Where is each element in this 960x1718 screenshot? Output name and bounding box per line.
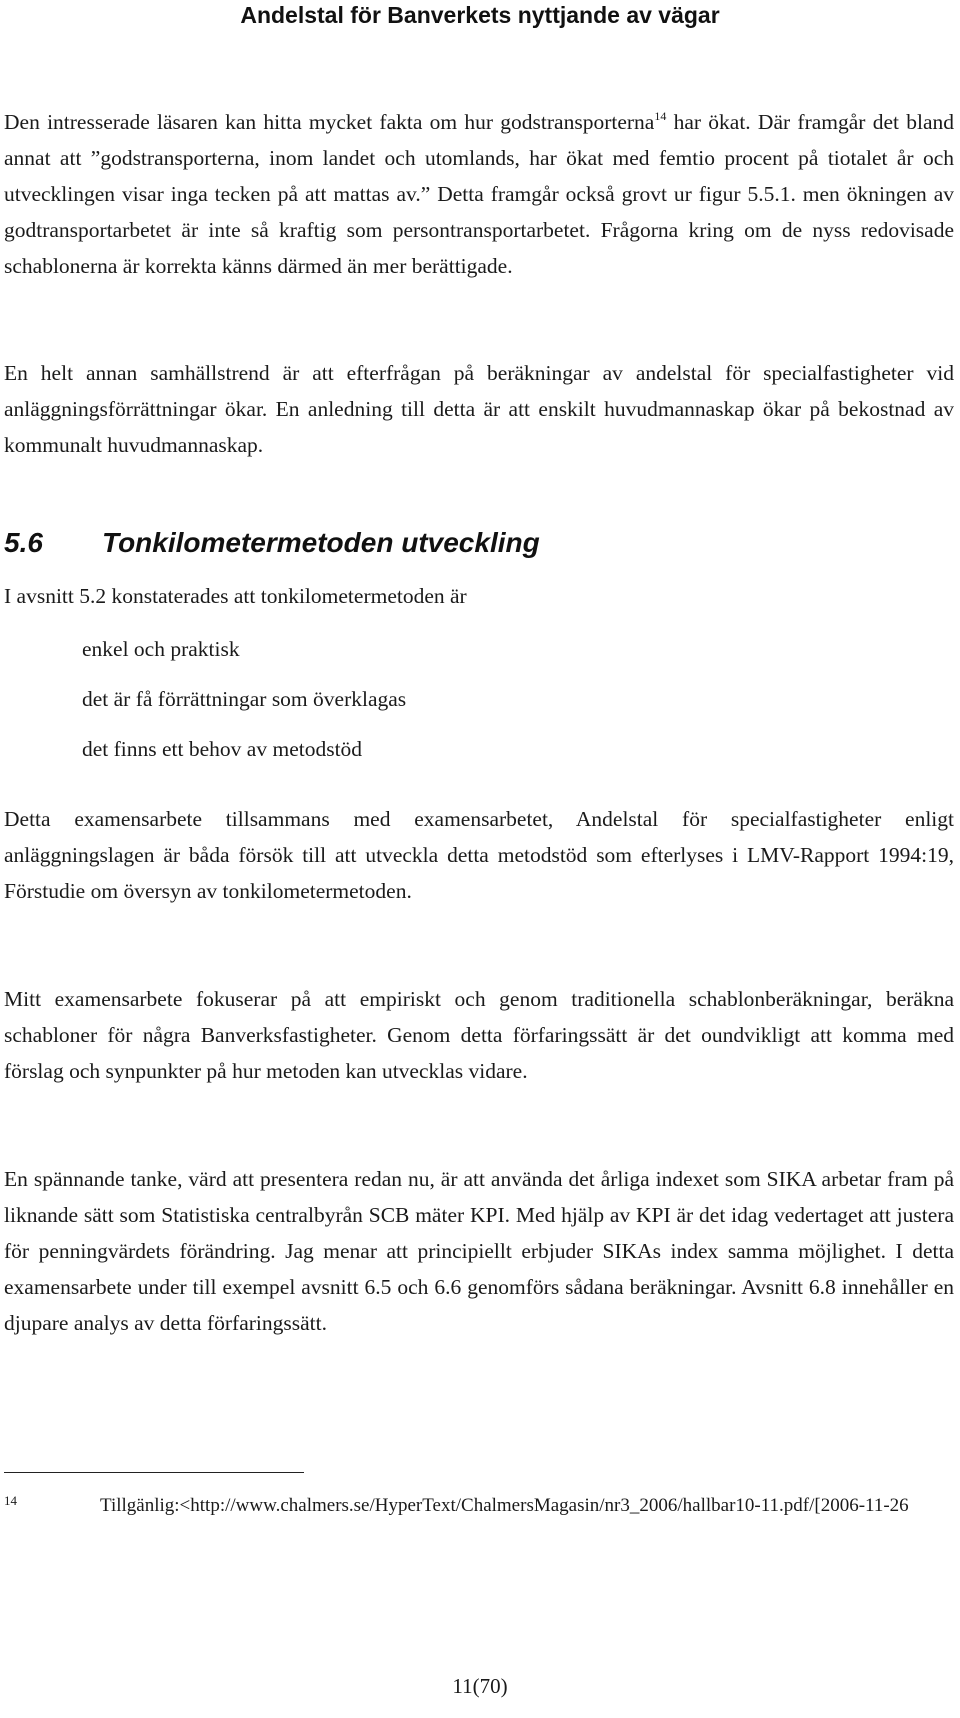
footnote [4,1488,954,1519]
page-number: 11(70) [452,1674,508,1698]
paragraph-freight-growth [4,104,954,284]
running-header: Andelstal för Banverkets nyttjande av vägar [240,2,720,28]
footnote-divider [4,1472,304,1473]
footnote-text[interactable]: Tillgänlig:<http://www.chalmers.se/HyperText/ChalmersMagasin/nr3_2006/hallbar10-11.pdf/[2006-11-26 [100,1495,909,1516]
paragraph-text: Den intresserade läsaren kan hitta mycket fakta om hur godstransporterna [4,110,655,134]
list-item: enkel och praktisk [82,637,240,661]
paragraph-thesis-focus: Mitt examensarbete fokuserar på att empiriskt och genom traditionella schablonberäkningar, beräkna schabloner för några Banverksfastigheter. Genom detta förfaringssätt är det oundvikligt att komma med förslag och synpunkter på hur metoden kan utvecklas vidare. [4,987,954,1083]
paragraph-text: har ökat. Där framgår det bland annat att ”godstransporterna, inom landet och utomlands, har ökat med femtio procent på tiotalet år och utvecklingen visar inga tecken på att mattas av.” Detta framgår också grovt ur figur 5.5.1. men ökningen av godtransportarbetet är inte så kraftig som persontransportarbetet. Frågorna kring om de nyss redovisade schablonerna är korrekta känns därmed än mer berättigade. [4,110,954,278]
paragraph-societal-trend: En helt annan samhällstrend är att efterfrågan på beräkningar av andelstal för specialfastigheter vid anläggningsförrättningar ökar. En anledning till detta är att enskilt huvudmannaskap ökar på bekostnad av kommunalt huvudmannaskap. [4,361,954,457]
section-heading [4,527,540,559]
section-number: 5.6 [4,527,43,558]
section-title: Tonkilometermetoden utveckling [102,527,540,558]
footnote-reference[interactable]: 14 [654,109,667,123]
list-item: det finns ett behov av metodstöd [82,737,363,761]
paragraph-sika-index: En spännande tanke, värd att presentera redan nu, är att använda det årliga indexet som SIKA arbetar fram på liknande sätt som Statistiska centralbyrån SCB mäter KPI. Med hjälp av KPI är det idag vedertaget att justera för penningvärdets förändring. Jag menar att principiellt erbjuder SIKAs index samma möjlighet. I detta examensarbete under till exempel avsnitt 6.5 och 6.6 genomförs sådana beräkningar. Avsnitt 6.8 innehåller en djupare analys av detta förfaringssätt. [4,1167,954,1335]
paragraph-thesis-context: Detta examensarbete tillsammans med examensarbetet, Andelstal för specialfastigheter enligt anläggningslagen är båda försök till att utveckla detta metodstöd som efterlyses i LMV-Rapport 1994:19, Förstudie om översyn av tonkilometermetoden. [4,807,954,903]
paragraph-intro: I avsnitt 5.2 konstaterades att tonkilometermetoden är [4,584,467,608]
footnote-mark: 14 [4,1493,17,1508]
list-item: det är få förrättningar som överklagas [82,687,407,711]
